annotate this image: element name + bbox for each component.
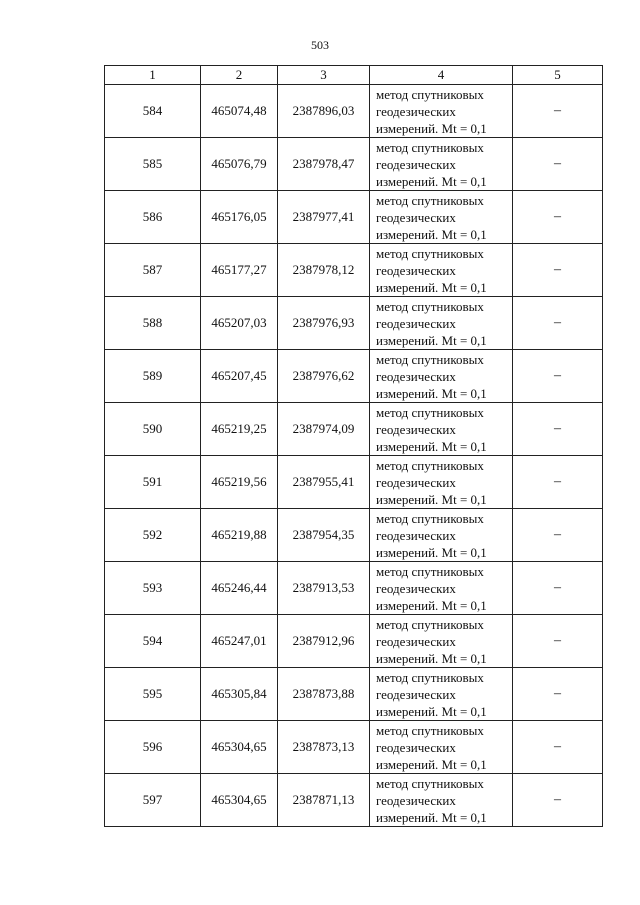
method-line-3: измерений. Mt = 0,1 (376, 385, 487, 401)
method-line-3: измерений. Mt = 0,1 (376, 491, 487, 507)
coord-x: 465076,79 (201, 138, 278, 191)
coord-y: 2387978,47 (278, 138, 370, 191)
point-number: 594 (105, 615, 201, 668)
coord-y: 2387873,13 (278, 721, 370, 774)
point-number: 589 (105, 350, 201, 403)
table-row (105, 191, 603, 244)
point-number: 596 (105, 721, 201, 774)
table-row (105, 138, 603, 191)
note-cell: – (513, 403, 603, 456)
coord-y: 2387976,62 (278, 350, 370, 403)
method-line-1: метод спутниковых (376, 775, 484, 791)
note-cell: – (513, 774, 603, 827)
point-number: 586 (105, 191, 201, 244)
page-number: 503 (311, 38, 329, 52)
method-line-1: метод спутниковых (376, 298, 484, 314)
method-line-1: метод спутниковых (376, 139, 484, 155)
method-line-2: геодезических (376, 421, 456, 437)
method-cell (370, 403, 513, 456)
table-body (105, 85, 603, 827)
point-number: 595 (105, 668, 201, 721)
point-number: 591 (105, 456, 201, 509)
note-cell: – (513, 456, 603, 509)
method-cell (370, 774, 513, 827)
method-line-2: геодезических (376, 103, 456, 119)
table-row (105, 85, 603, 138)
point-number: 590 (105, 403, 201, 456)
method-line-3: измерений. Mt = 0,1 (376, 809, 487, 825)
method-cell (370, 350, 513, 403)
method-cell (370, 562, 513, 615)
coord-y: 2387871,13 (278, 774, 370, 827)
table-row (105, 403, 603, 456)
method-line-3: измерений. Mt = 0,1 (376, 120, 487, 136)
coord-x: 465305,84 (201, 668, 278, 721)
table-row (105, 456, 603, 509)
table-row (105, 297, 603, 350)
note-cell: – (513, 509, 603, 562)
note-cell: – (513, 668, 603, 721)
method-line-1: метод спутниковых (376, 669, 484, 685)
method-line-2: геодезических (376, 527, 456, 543)
table-row (105, 721, 603, 774)
table-row (105, 244, 603, 297)
point-number: 597 (105, 774, 201, 827)
note-cell: – (513, 297, 603, 350)
coord-x: 465219,56 (201, 456, 278, 509)
coord-x: 465304,65 (201, 721, 278, 774)
point-number: 592 (105, 509, 201, 562)
header-col-3: 3 (278, 66, 370, 85)
method-line-2: геодезических (376, 739, 456, 755)
coord-y: 2387873,88 (278, 668, 370, 721)
method-line-1: метод спутниковых (376, 404, 484, 420)
method-line-3: измерений. Mt = 0,1 (376, 226, 487, 242)
coord-x: 465207,03 (201, 297, 278, 350)
coord-y: 2387896,03 (278, 85, 370, 138)
coord-x: 465246,44 (201, 562, 278, 615)
header-col-2: 2 (201, 66, 278, 85)
method-line-3: измерений. Mt = 0,1 (376, 756, 487, 772)
method-line-1: метод спутниковых (376, 563, 484, 579)
method-cell (370, 244, 513, 297)
coord-y: 2387912,96 (278, 615, 370, 668)
method-cell (370, 456, 513, 509)
method-line-2: геодезических (376, 792, 456, 808)
coord-y: 2387976,93 (278, 297, 370, 350)
coord-x: 465074,48 (201, 85, 278, 138)
note-cell: – (513, 138, 603, 191)
method-line-2: геодезических (376, 315, 456, 331)
method-line-3: измерений. Mt = 0,1 (376, 650, 487, 666)
note-cell: – (513, 244, 603, 297)
coordinates-table (104, 65, 603, 827)
method-cell (370, 615, 513, 668)
point-number: 585 (105, 138, 201, 191)
coord-y: 2387977,41 (278, 191, 370, 244)
method-line-2: геодезических (376, 474, 456, 490)
table-row (105, 774, 603, 827)
coord-x: 465247,01 (201, 615, 278, 668)
note-cell: – (513, 191, 603, 244)
method-line-2: геодезических (376, 580, 456, 596)
coord-y: 2387978,12 (278, 244, 370, 297)
note-cell: – (513, 350, 603, 403)
coord-x: 465176,05 (201, 191, 278, 244)
method-line-3: измерений. Mt = 0,1 (376, 332, 487, 348)
method-line-2: геодезических (376, 156, 456, 172)
table-header-row (105, 66, 603, 85)
method-line-3: измерений. Mt = 0,1 (376, 597, 487, 613)
method-cell (370, 138, 513, 191)
method-line-1: метод спутниковых (376, 86, 484, 102)
coord-x: 465219,88 (201, 509, 278, 562)
header-col-5: 5 (513, 66, 603, 85)
note-cell: – (513, 85, 603, 138)
method-line-1: метод спутниковых (376, 616, 484, 632)
table-row (105, 509, 603, 562)
table-row (105, 615, 603, 668)
coord-y: 2387974,09 (278, 403, 370, 456)
note-cell: – (513, 615, 603, 668)
method-line-2: геодезических (376, 262, 456, 278)
coord-x: 465207,45 (201, 350, 278, 403)
method-line-1: метод спутниковых (376, 510, 484, 526)
method-cell (370, 297, 513, 350)
method-cell (370, 191, 513, 244)
method-line-2: геодезических (376, 209, 456, 225)
method-cell (370, 509, 513, 562)
table-row (105, 668, 603, 721)
method-cell (370, 85, 513, 138)
method-cell (370, 668, 513, 721)
point-number: 593 (105, 562, 201, 615)
coord-x: 465219,25 (201, 403, 278, 456)
method-line-3: измерений. Mt = 0,1 (376, 279, 487, 295)
method-line-2: геодезических (376, 633, 456, 649)
table-row (105, 350, 603, 403)
method-cell (370, 721, 513, 774)
note-cell: – (513, 562, 603, 615)
coord-x: 465304,65 (201, 774, 278, 827)
header-col-1: 1 (105, 66, 201, 85)
point-number: 584 (105, 85, 201, 138)
method-line-3: измерений. Mt = 0,1 (376, 544, 487, 560)
method-line-1: метод спутниковых (376, 245, 484, 261)
method-line-1: метод спутниковых (376, 722, 484, 738)
method-line-1: метод спутниковых (376, 192, 484, 208)
table-row (105, 562, 603, 615)
coord-x: 465177,27 (201, 244, 278, 297)
coord-y: 2387913,53 (278, 562, 370, 615)
method-line-3: измерений. Mt = 0,1 (376, 703, 487, 719)
coord-y: 2387955,41 (278, 456, 370, 509)
coord-y: 2387954,35 (278, 509, 370, 562)
method-line-3: измерений. Mt = 0,1 (376, 438, 487, 454)
method-line-1: метод спутниковых (376, 457, 484, 473)
header-col-4: 4 (370, 66, 513, 85)
method-line-2: геодезических (376, 368, 456, 384)
point-number: 588 (105, 297, 201, 350)
method-line-2: геодезических (376, 686, 456, 702)
point-number: 587 (105, 244, 201, 297)
note-cell: – (513, 721, 603, 774)
method-line-1: метод спутниковых (376, 351, 484, 367)
method-line-3: измерений. Mt = 0,1 (376, 173, 487, 189)
